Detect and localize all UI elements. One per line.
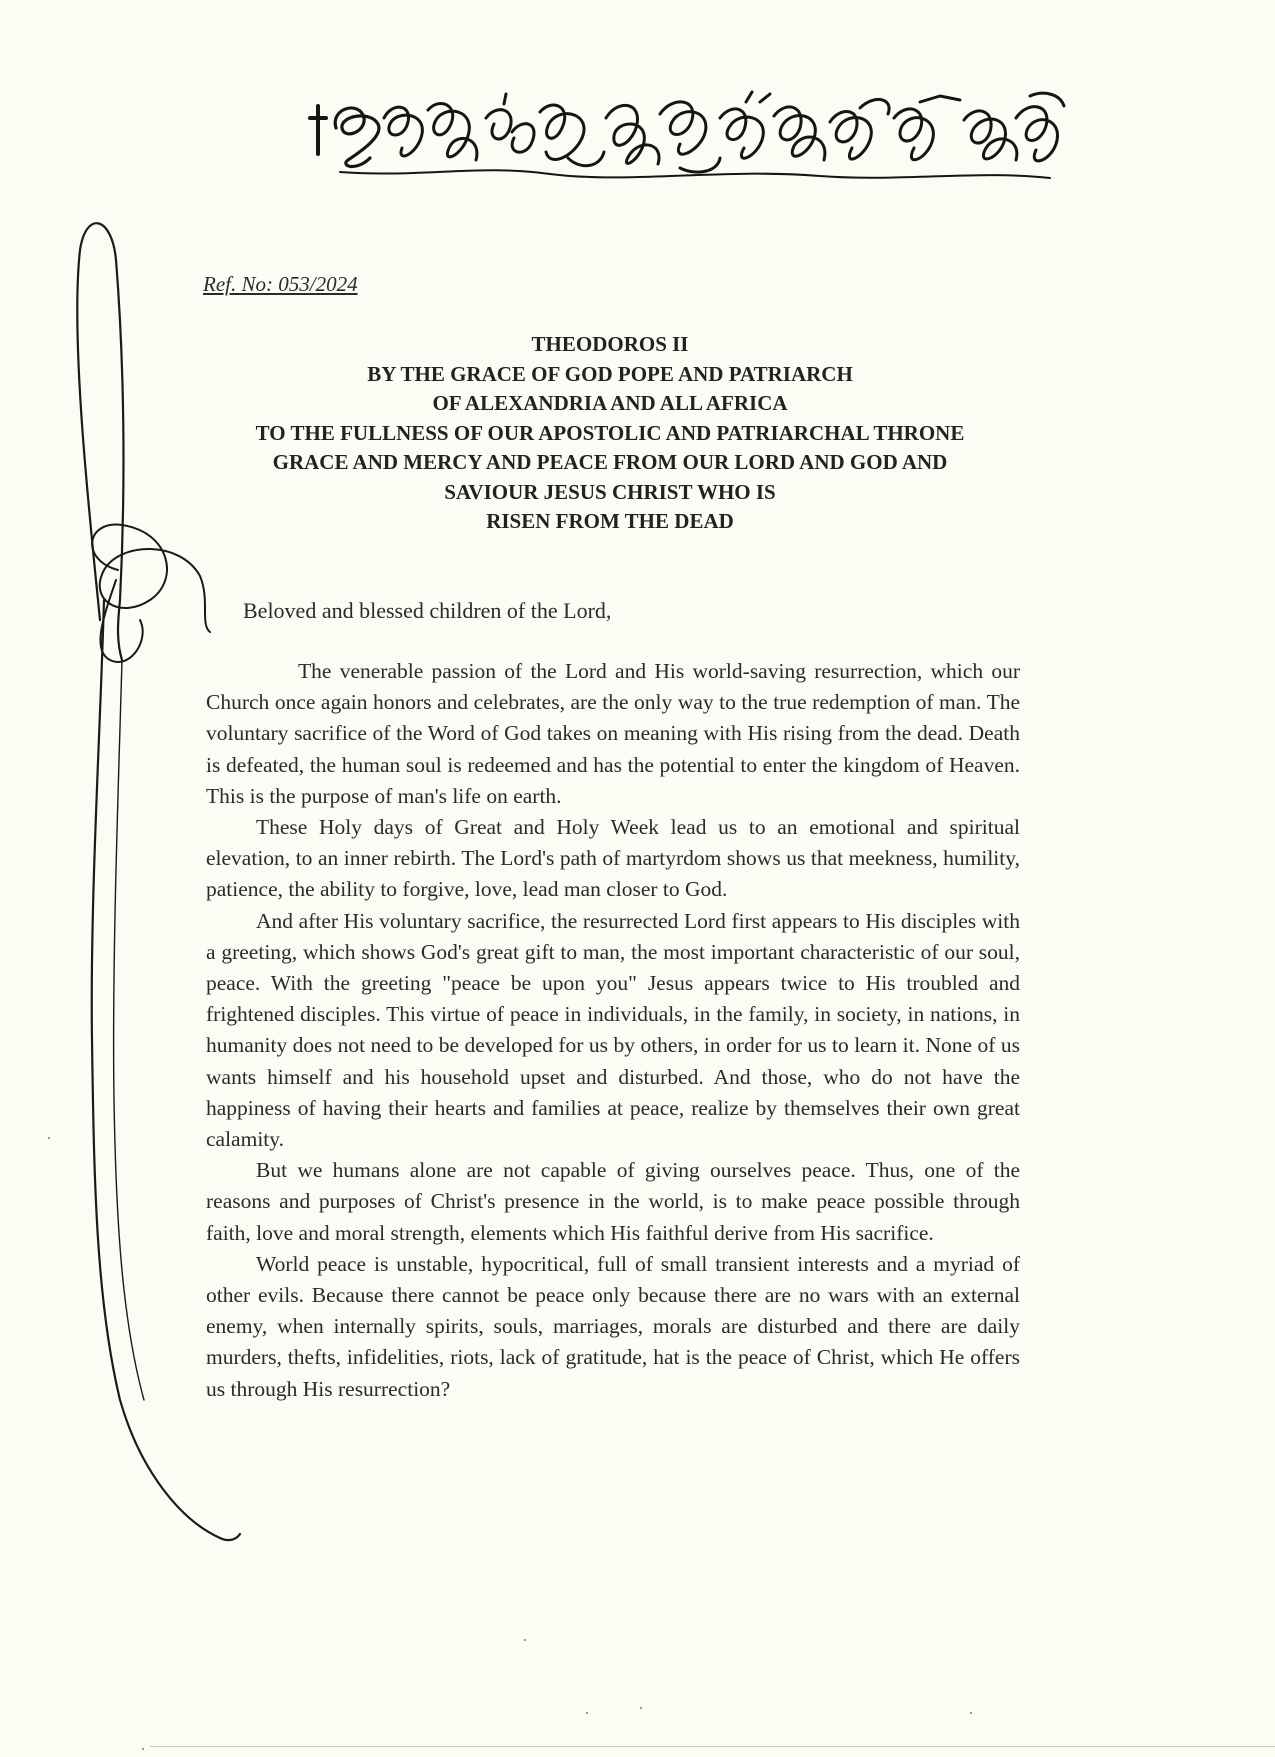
scan-speck	[586, 1712, 588, 1714]
body-paragraph: But we humans alone are not capable of giving ourselves peace. Thus, one of the reasons and purposes of Christ's presence in the world, is to make peace possible through faith, love and moral strength, elements which His faithful derive from His sacrifice.	[206, 1158, 1020, 1245]
salutation-heading	[180, 330, 1040, 537]
scan-speck	[48, 1137, 50, 1139]
salutation-line: RISEN FROM THE DEAD	[486, 509, 734, 533]
salutation-line: BY THE GRACE OF GOD POPE AND PATRIARCH	[367, 361, 853, 386]
body-paragraph: And after His voluntary sacrifice, the resurrected Lord first appears to His disciples with a greeting, which shows God's great gift to man, the most important characteristic of our soul, peace. With the greeting "peace be upon you" Jesus appears twice to His troubled and frightened disciples. This virtue of peace in individuals, in the family, in society, in nations, in humanity does not need to be developed for us by others, in order for us to learn it. None of us wants himself and his household upset and disturbed. And those, who do not have the happiness of having their hearts and families at peace, realize by themselves their own great calamity.	[206, 908, 1020, 1152]
body-paragraph: The venerable passion of the Lord and His world-saving resurrection, which our Church once again honors and celebrates, are the only way to the true redemption of man. The voluntary sacrifice of the Word of God takes on meaning with His rising from the dead. Death is defeated, the human soul is redeemed and has the potential to enter the kingdom of Heaven. This is the purpose of man's life on earth.	[206, 659, 1020, 808]
letter-body	[206, 656, 1020, 1405]
greeting: Beloved and blessed children of the Lord,	[243, 598, 612, 623]
salutation-line: THEODOROS II	[531, 332, 689, 356]
reference-number: Ref. No: 053/2024	[203, 272, 358, 296]
salutation-line: GRACE AND MERCY AND PEACE FROM OUR LORD AND GOD AND	[272, 450, 948, 474]
scan-edge-line	[150, 1746, 1275, 1747]
scan-speck	[970, 1712, 972, 1714]
scan-speck	[524, 1639, 526, 1641]
scan-speck	[142, 1748, 144, 1750]
calligraphic-header	[300, 88, 1070, 188]
salutation-line: TO THE FULLNESS OF OUR APOSTOLIC AND PATRIARCHAL THRONE	[255, 420, 965, 445]
scan-speck	[640, 1707, 642, 1709]
salutation-line: SAVIOUR JESUS CHRIST WHO IS	[444, 479, 776, 504]
body-paragraph: These Holy days of Great and Holy Week lead us to an emotional and spiritual elevation, to an inner rebirth. The Lord's path of martyrdom shows us that meekness, humility, patience, the ability to forgive, love, lead man closer to God.	[206, 815, 1020, 902]
salutation-line: OF ALEXANDRIA AND ALL AFRICA	[432, 391, 788, 415]
body-paragraph: World peace is unstable, hypocritical, full of small transient interests and a myriad of other evils. Because there cannot be peace only because there are no wars with an external enemy, when internally spirits, souls, marriages, morals are disturbed and there are daily murders, thefts, infidelities, riots, lack of gratitude, hat is the peace of Christ, which He offers us through His resurrection?	[206, 1251, 1020, 1401]
